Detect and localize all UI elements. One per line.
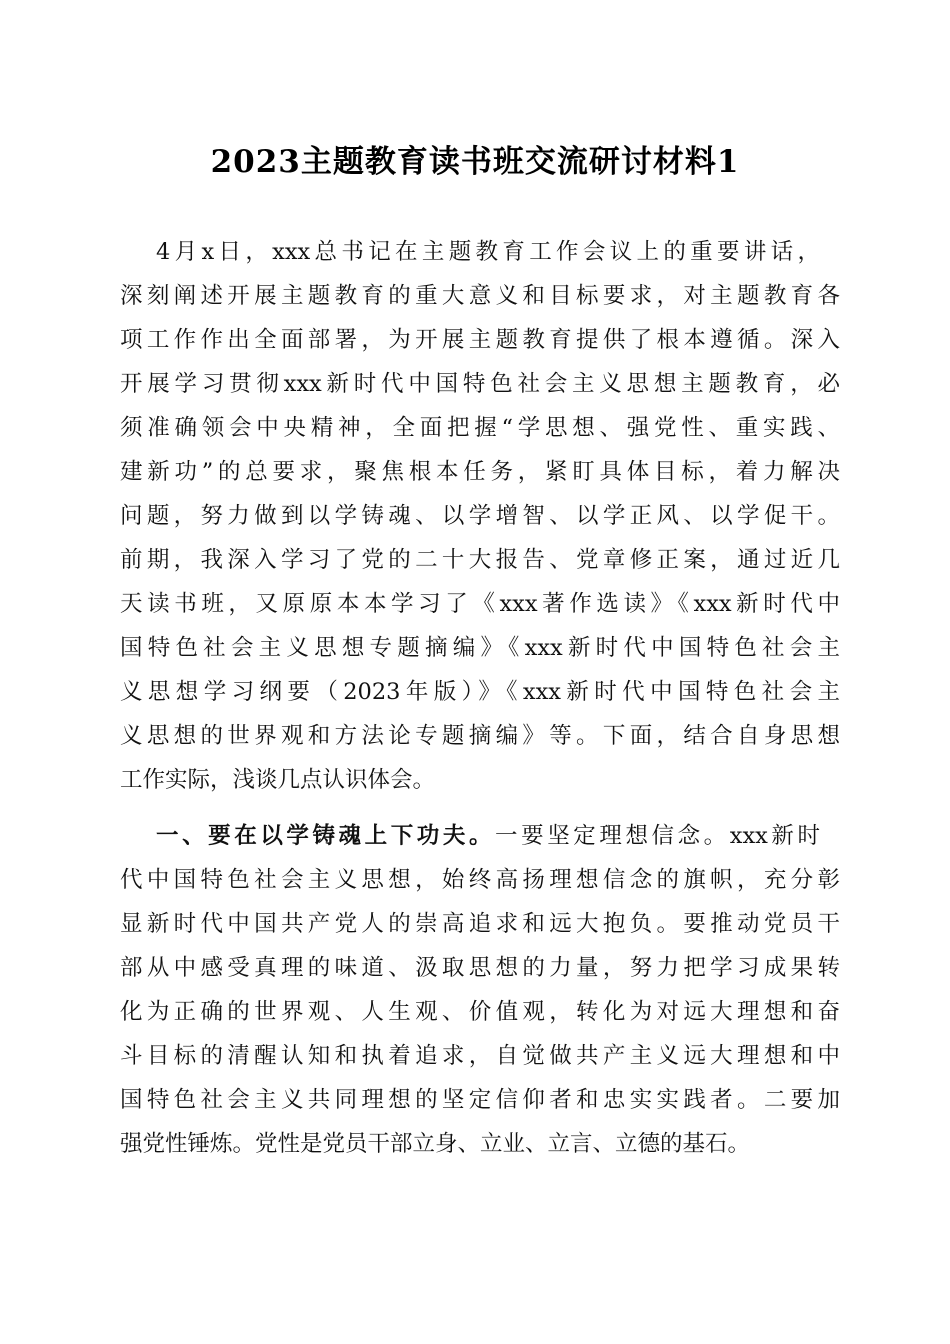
text-line: 代中国特色社会主义思想，始终高扬理想信念的旗帜，充分彰	[120, 867, 840, 893]
text-line: 深刻阐述开展主题教育的重大意义和目标要求，对主题教育各	[120, 283, 840, 309]
text-line: 义思想的世界观和方法论专题摘编》等。下面，结合自身思想	[120, 723, 840, 749]
text-line: 部从中感受真理的味道、汲取思想的力量，努力把学习成果转	[120, 955, 840, 981]
text-line: 天读书班，又原原本本学习了《xxx著作选读》《xxx新时代中	[120, 591, 840, 617]
document-title: 2023主题教育读书班交流研讨材料1	[210, 144, 740, 180]
text-line: 问题，努力做到以学铸魂、以学增智、以学正风、以学促干。	[120, 503, 840, 529]
section-heading-line	[156, 814, 820, 858]
text-line: 须准确领会中央精神，全面把握“学思想、强党性、重实践、	[120, 415, 840, 441]
text-line: 开展学习贯彻xxx新时代中国特色社会主义思想主题教育，必	[120, 371, 840, 397]
text-line: 斗目标的清醒认知和执着追求，自觉做共产主义远大理想和中	[120, 1043, 840, 1069]
text-line: 建新功”的总要求，聚焦根本任务，紧盯具体目标，着力解决	[120, 459, 840, 485]
text-line: 工作实际，浅谈几点认识体会。	[120, 767, 436, 793]
text-line: 化为正确的世界观、人生观、价值观，转化为对远大理想和奋	[120, 999, 840, 1025]
text-line: 国特色社会主义共同理想的坚定信仰者和忠实实践者。二要加	[120, 1087, 840, 1113]
text-line: 国特色社会主义思想专题摘编》《xxx新时代中国特色社会主	[120, 635, 840, 661]
text-line: 义思想学习纲要（2023年版）》《xxx新时代中国特色社会主	[120, 679, 840, 705]
text-line: 项工作作出全面部署，为开展主题教育提供了根本遵循。深入	[120, 327, 840, 353]
section-heading-rest: 一要坚定理想信念。xxx新时	[495, 823, 820, 849]
text-line: 强党性锤炼。党性是党员干部立身、立业、立言、立德的基石。	[120, 1131, 751, 1157]
text-line: 4月x日，xxx总书记在主题教育工作会议上的重要讲话，	[156, 239, 820, 265]
section-heading: 一、要在以学铸魂上下功夫。	[156, 823, 496, 849]
text-line: 前期，我深入学习了党的二十大报告、党章修正案，通过近几	[120, 547, 840, 573]
text-line: 显新时代中国共产党人的崇高追求和远大抱负。要推动党员干	[120, 911, 840, 937]
